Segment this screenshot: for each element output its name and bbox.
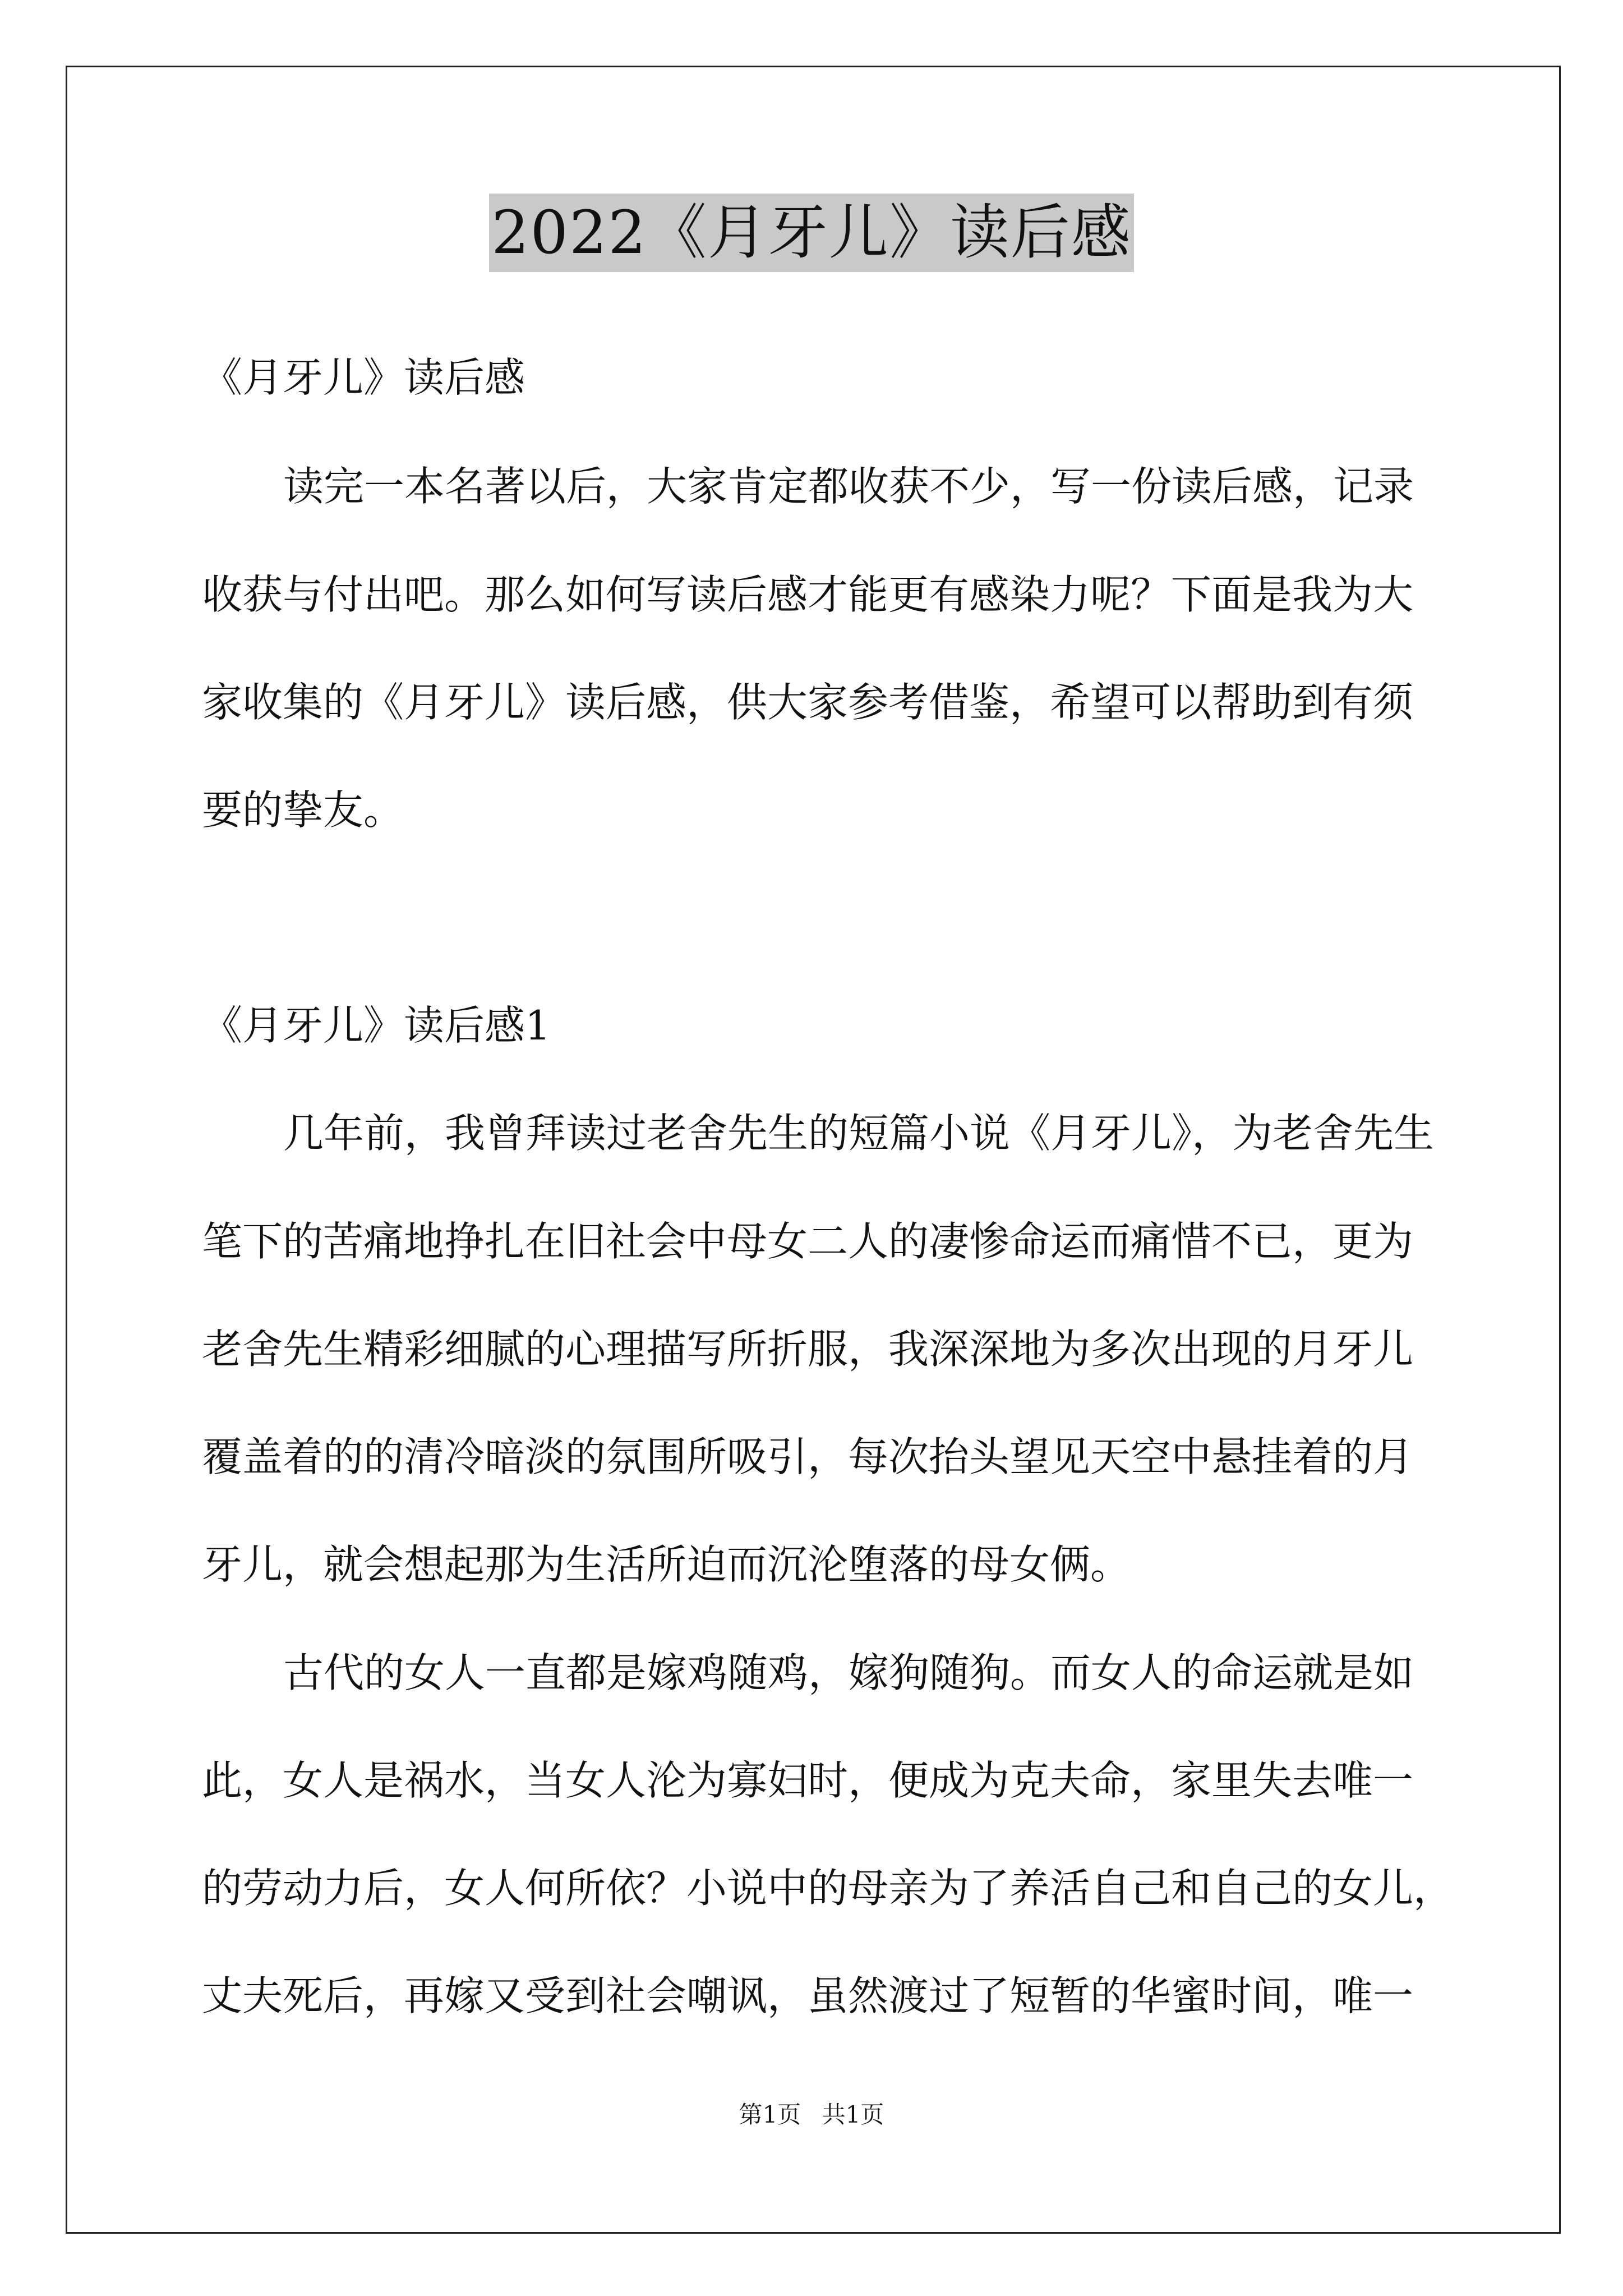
para1-line-3: 老舍先生精彩细腻的心理描写所折服，我深深地为多次出现的月牙儿: [202, 1326, 1414, 1373]
intro-line-3: 家收集的《月牙儿》读后感，供大家参考借鉴，希望可以帮助到有须: [202, 679, 1414, 726]
document-title: 2022《月牙儿》读后感: [489, 194, 1134, 272]
intro-line-4: 要的挚友。: [202, 786, 404, 834]
page-footer: [0, 2096, 1623, 2130]
subtitle: 《月牙儿》读后感: [202, 354, 525, 401]
intro-line-2: 收获与付出吧。那么如何写读后感才能更有感染力呢？下面是我为大: [202, 571, 1414, 618]
section-heading: 《月牙儿》读后感1: [202, 1002, 551, 1049]
para2-line-3: 的劳动力后，女人何所依？小说中的母亲为了养活自己和自己的女儿，: [202, 1865, 1454, 1912]
para2-line-1: 古代的女人一直都是嫁鸡随鸡，嫁狗随狗。而女人的命运就是如: [283, 1649, 1414, 1696]
page-total: 共1页: [822, 2101, 884, 2128]
page-number: 第1页: [739, 2101, 801, 2128]
para1-line-2: 笔下的苦痛地挣扎在旧社会中母女二人的凄惨命运而痛惜不已，更为: [202, 1218, 1414, 1265]
para1-line-4: 覆盖着的的清冷暗淡的氛围所吸引，每次抬头望见天空中悬挂着的月: [202, 1433, 1414, 1480]
para2-line-2: 此，女人是祸水，当女人沦为寡妇时，便成为克夫命，家里失去唯一: [202, 1757, 1414, 1804]
para1-line-5: 牙儿，就会想起那为生活所迫而沉沦堕落的母女俩。: [202, 1541, 1131, 1588]
para1-line-1: 几年前，我曾拜读过老舍先生的短篇小说《月牙儿》，为老舍先生: [283, 1110, 1435, 1157]
para2-line-4: 丈夫死后，再嫁又受到社会嘲讽，虽然渡过了短暂的华蜜时间，唯一: [202, 1972, 1414, 2019]
intro-line-1: 读完一本名著以后，大家肯定都收获不少，写一份读后感，记录: [283, 463, 1414, 510]
title-container: [0, 194, 1623, 272]
